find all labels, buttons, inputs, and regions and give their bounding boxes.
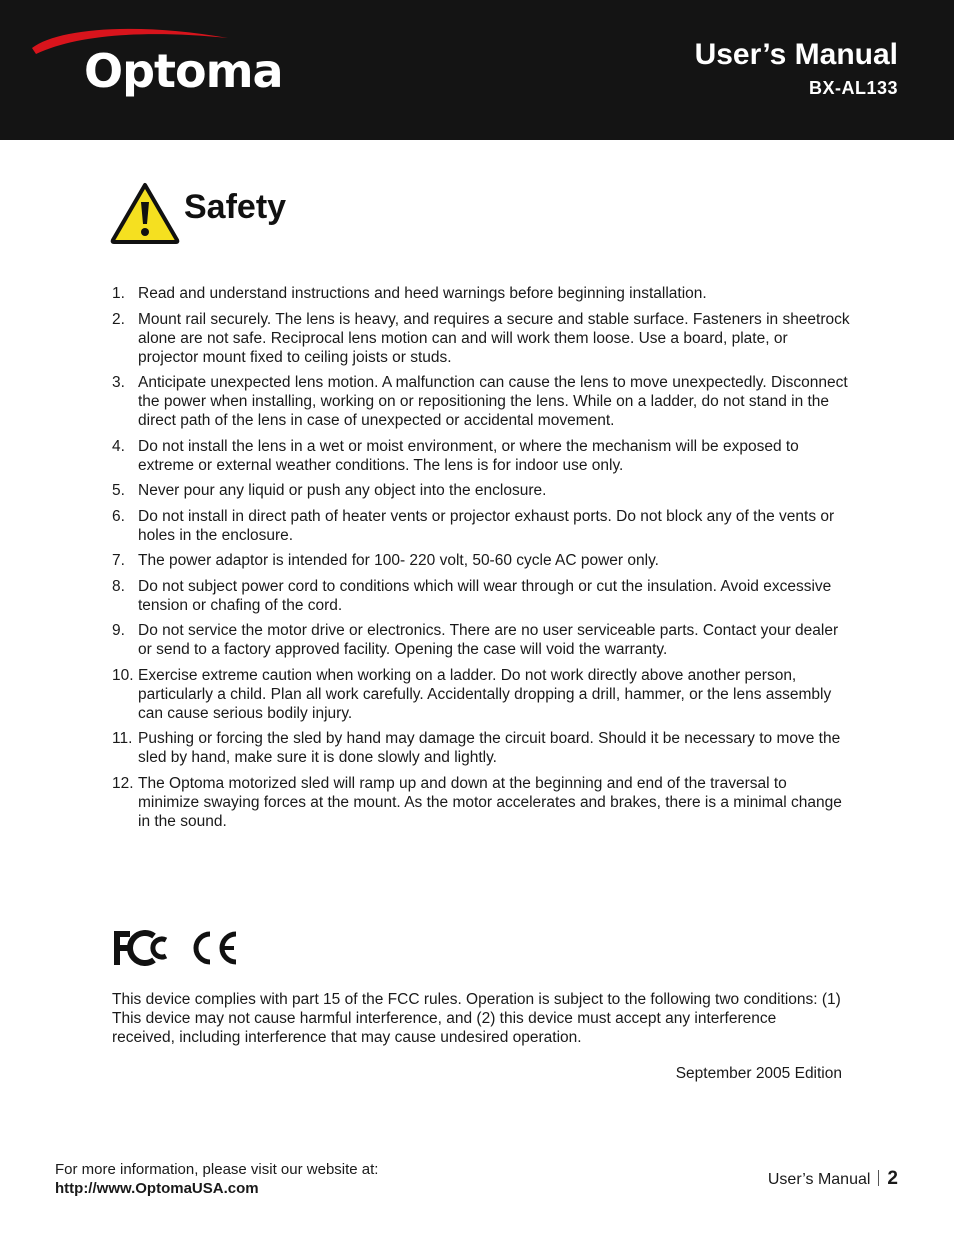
safety-list: [112, 284, 852, 837]
footer-info-text: For more information, please visit our website at:: [55, 1161, 379, 1178]
item-text: The power adaptor is intended for 100- 220 volt, 50-60 cycle AC power only.: [138, 552, 659, 569]
safety-list-item: [112, 774, 852, 831]
item-text: The Optoma motorized sled will ramp up and down at the beginning and end of the traversal to minimize swaying forces at the mount. As the motor accelerates and brakes, there is a minimal change in the sound.: [138, 774, 842, 830]
manual-title: User’s Manual: [694, 38, 898, 71]
edition-label: September 2005 Edition: [675, 1065, 842, 1082]
safety-list-item: [112, 621, 852, 659]
item-text: Mount rail securely. The lens is heavy, and requires a secure and stable surface. Fasteners in sheetrock alone are not safe. Reciprocal lens motion can and will work them loose. Use a board, plate, or projector mount fixed to ceiling joists or studs.: [138, 310, 850, 366]
item-text: Pushing or forcing the sled by hand may damage the circuit board. Should it be necessary to move the sled by hand, make sure it is done slowly and lightly.: [138, 730, 841, 766]
item-number: 11.: [112, 730, 133, 747]
safety-list-item: [112, 373, 852, 430]
page-number: 2: [887, 1168, 898, 1189]
footer-divider: [878, 1170, 879, 1186]
safety-list-item: [112, 507, 852, 545]
safety-list-item: [112, 437, 852, 475]
optoma-logo: [28, 24, 298, 114]
footer-info: [55, 1160, 378, 1198]
item-text: Do not subject power cord to conditions which will wear through or cut the insulation. Avoid excessive tension or chafing of the cord.: [138, 577, 832, 614]
item-text: Do not install the lens in a wet or moist environment, or where the mechanism will be exposed to extreme or external weather conditions. The lens is for indoor use only.: [138, 437, 799, 474]
fcc-statement: This device complies with part 15 of the FCC rules. Operation is subject to the following two conditions: (1) This device may not cause harmful interference, and (2) this device must accept any interference received, including interference that may cause undesired operation.: [112, 991, 841, 1046]
item-number: 8.: [112, 577, 125, 595]
model-number: BX-AL133: [808, 78, 898, 98]
item-number: 6.: [112, 507, 125, 525]
safety-list-item: [112, 666, 852, 723]
footer-page: [768, 1168, 898, 1190]
item-text: Never pour any liquid or push any object into the enclosure.: [138, 482, 547, 499]
item-number: 4.: [112, 437, 125, 455]
item-number: 7.: [112, 552, 125, 569]
safety-list-item: [112, 729, 852, 767]
item-text: Do not service the motor drive or electronics. There are no user serviceable parts. Contact your dealer or send to a factory approved facility. Opening the case will void the warranty.: [138, 622, 839, 658]
logo-wordmark: Optoma: [84, 44, 283, 98]
certification-logos: [112, 928, 242, 968]
page-header: [0, 0, 954, 140]
item-number: 2.: [112, 310, 125, 328]
item-number: 10.: [112, 666, 134, 684]
fcc-logo-icon: [114, 931, 166, 965]
section-title: Safety: [184, 188, 287, 226]
item-text: Exercise extreme caution when working on a ladder. Do not work directly above another person, particularly a child. Plan all work carefully. Accidentally dropping a drill, hammer, or the lens assembly can cause serious bodily injury.: [138, 666, 832, 722]
item-number: 9.: [112, 622, 125, 639]
safety-list-item: [112, 481, 852, 500]
item-number: 5.: [112, 482, 125, 499]
safety-list-item: [112, 577, 852, 615]
safety-list-item: [112, 310, 852, 367]
warning-triangle-icon: [110, 182, 180, 244]
item-text: Anticipate unexpected lens motion. A malfunction can cause the lens to move unexpectedly. Disconnect the power when installing, working on or repositioning the lens. While on a ladder, do not stand in the direct path of the lens in case of unexpected or accidental movement.: [138, 374, 848, 429]
safety-list-item: [112, 284, 852, 303]
ce-mark-icon: [196, 934, 236, 962]
item-number: 12.: [112, 774, 134, 792]
item-text: Read and understand instructions and heed warnings before beginning installation.: [138, 285, 707, 302]
footer-manual-label: User’s Manual: [767, 1171, 871, 1188]
item-number: 1.: [112, 285, 125, 302]
item-text: Do not install in direct path of heater vents or projector exhaust ports. Do not block any of the vents or holes in the enclosure.: [138, 507, 835, 544]
item-number: 3.: [112, 374, 125, 391]
safety-list-item: [112, 551, 852, 570]
website-link[interactable]: http://www.OptomaUSA.com: [55, 1180, 259, 1197]
